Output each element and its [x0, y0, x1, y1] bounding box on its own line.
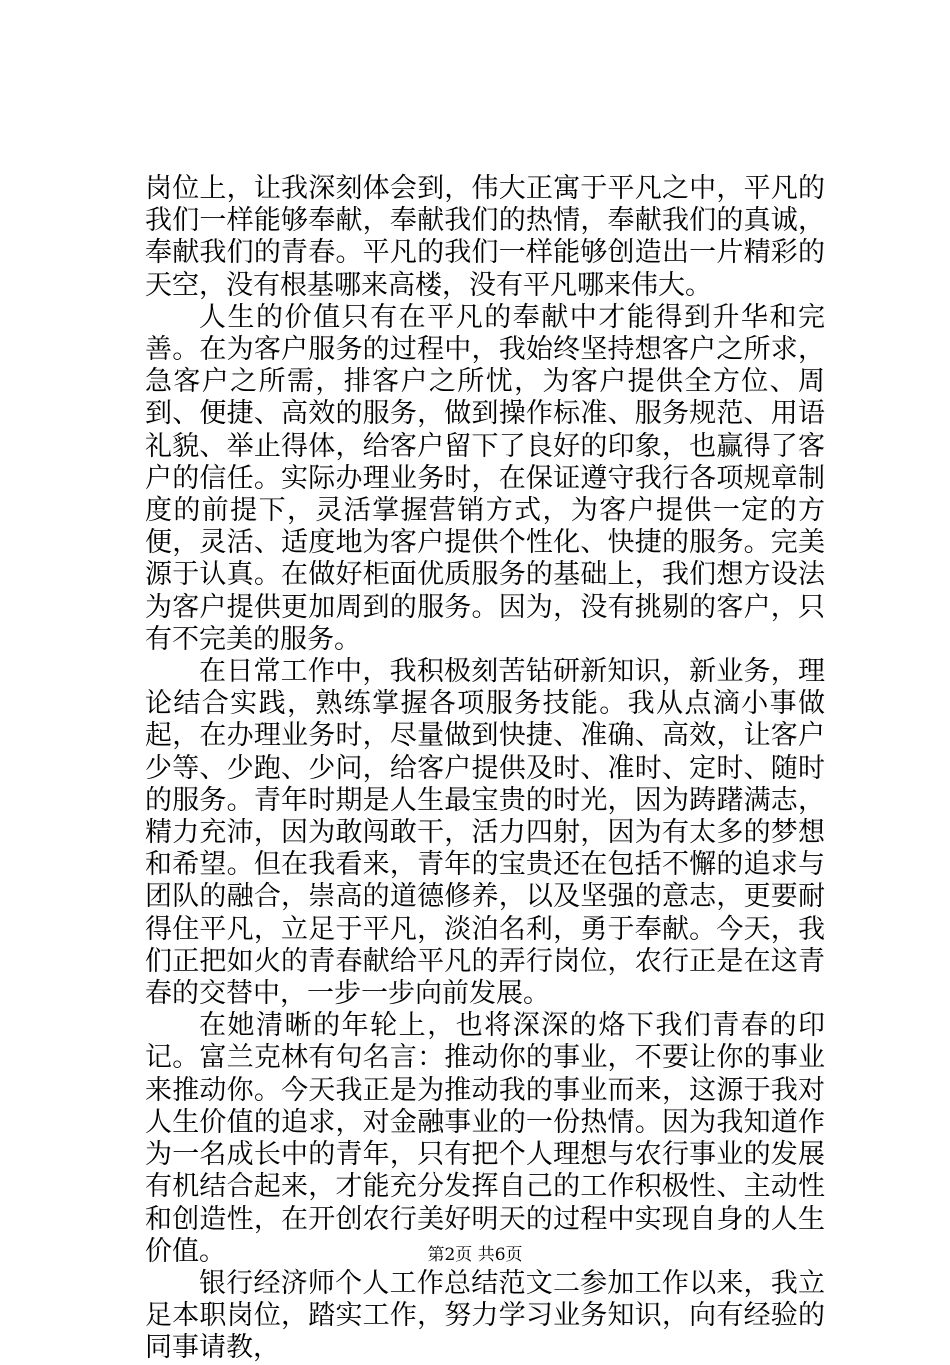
paragraph-3: 在日常工作中，我积极刻苦钻研新知识，新业务，理论结合实践，熟练掌握各项服务技能。我从点滴小事做起，在办理业务时，尽量做到快捷、准确、高效，让客户少等、少跑、少问，给客户提供及时、准时、定时、随时的服务。青年时期是人生最宝贵的时光，因为踌躇满志，精力充沛，因为敢闯敢干，活力四射，因为有太多的梦想和希望。但在我看来，青年的宝贵还在包括不懈的追求与团队的融合，崇高的道德修养，以及坚强的意志，更要耐得住平凡，立足于平凡，淡泊名利，勇于奉献。今天，我们正把如火的青春献给平凡的弄行岗位，农行正是在这青春的交替中，一步一步向前发展。	[145, 656, 825, 1010]
paragraph-4: 在她清晰的年轮上，也将深深的烙下我们青春的印记。富兰克林有句名言：推动你的事业，不要让你的事业来推动你。今天我正是为推动我的事业而来，这源于我对人生价值的追求，对金融事业的一份热情。因为我知道作为一名成长中的青年，只有把个人理想与农行事业的发展有机结合起来，才能充分发挥自己的工作积极性、主动性和创造性，在开创农行美好明天的过程中实现自身的人生价值。	[145, 1010, 825, 1267]
paragraph-5: 银行经济师个人工作总结范文二参加工作以来，我立足本职岗位，踏实工作，努力学习业务知识，向有经验的同事请教，	[145, 1267, 825, 1364]
page-footer: 第2页 共6页	[427, 1245, 523, 1265]
body-text	[145, 173, 825, 1365]
paragraph-2: 人生的价值只有在平凡的奉献中才能得到升华和完善。在为客户服务的过程中，我始终坚持想客户之所求，急客户之所需，排客户之所忧，为客户提供全方位、周到、便捷、高效的服务，做到操作标准、服务规范、用语礼貌、举止得体，给客户留下了良好的印象，也赢得了客户的信任。实际办理业务时，在保证遵守我行各项规章制度的前提下，灵活掌握营销方式，为客户提供一定的方便，灵活、适度地为客户提供个性化、快捷的服务。完美源于认真。在做好柜面优质服务的基础上，我们想方设法为客户提供更加周到的服务。因为，没有挑剔的客户，只有不完美的服务。	[145, 301, 825, 655]
paragraph-1: 岗位上，让我深刻体会到，伟大正寓于平凡之中，平凡的我们一样能够奉献，奉献我们的热情，奉献我们的真诚，奉献我们的青春。平凡的我们一样能够创造出一片精彩的天空，没有根基哪来高楼，没有平凡哪来伟大。	[145, 173, 825, 301]
